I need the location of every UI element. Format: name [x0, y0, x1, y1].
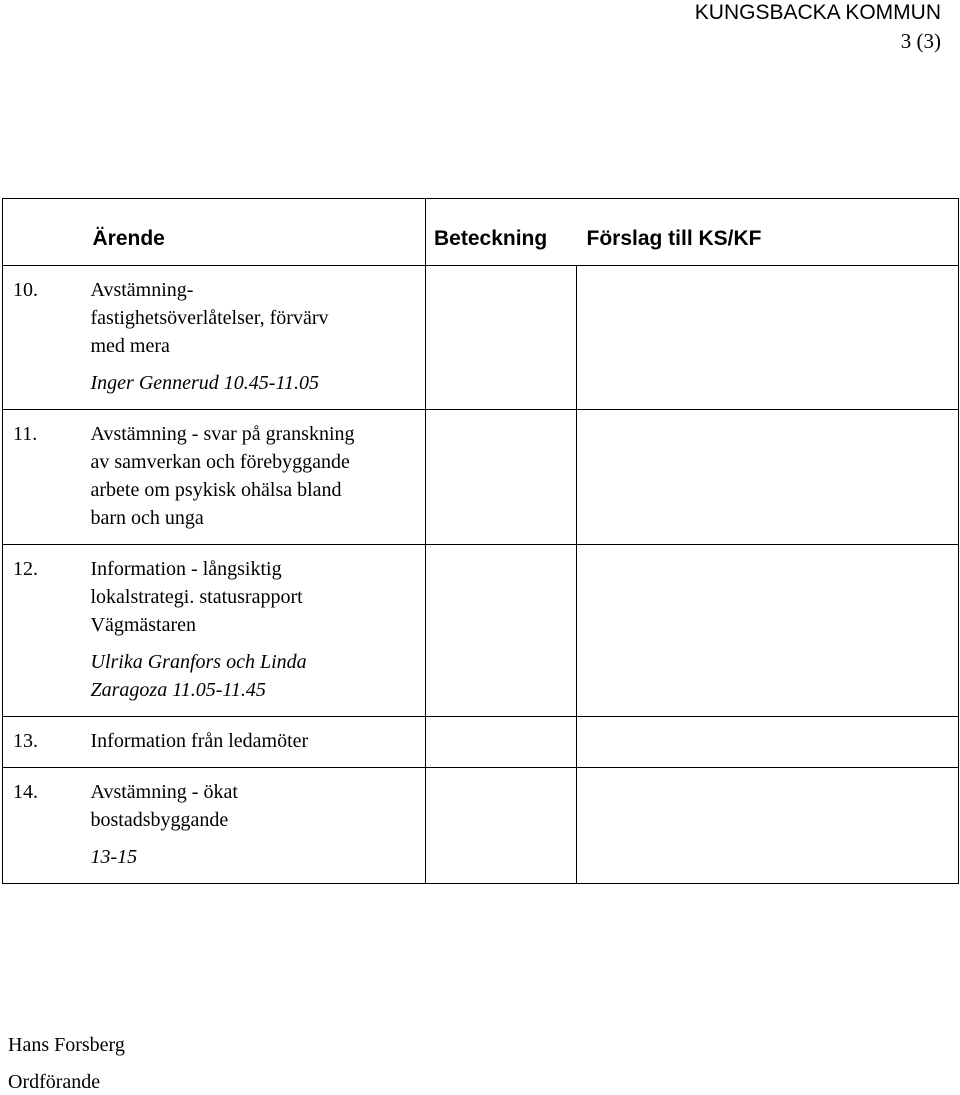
item-beteckning-cell — [426, 717, 577, 768]
item-description-cell — [83, 717, 426, 768]
item-presenter-line: Zaragoza 11.05-11.45 — [90, 679, 266, 701]
item-number: 14. — [3, 768, 83, 884]
table-row — [3, 410, 959, 545]
item-description-line: Information från ledamöter — [90, 730, 309, 752]
item-presenter — [91, 648, 426, 704]
table-row — [3, 266, 959, 410]
item-presenter — [91, 843, 426, 871]
item-description-cell — [83, 545, 426, 717]
table-header-row — [3, 199, 959, 266]
item-forslag-cell — [577, 266, 959, 410]
item-number: 12. — [3, 545, 83, 717]
signature-name: Hans Forsberg — [8, 1034, 125, 1056]
item-description-line: Avstämning- — [90, 279, 194, 301]
item-beteckning-cell — [426, 266, 577, 410]
item-beteckning-cell — [426, 545, 577, 717]
table-row — [3, 768, 959, 884]
item-description-line: Avstämning - svar på granskning — [90, 423, 355, 445]
item-presenter-line: Ulrika Granfors och Linda — [90, 651, 307, 673]
item-presenter-line: Inger Gennerud 10.45-11.05 — [90, 372, 319, 394]
item-presenter-line: 13-15 — [90, 846, 138, 868]
organization-name: KUNGSBACKA KOMMUN — [694, 1, 941, 24]
item-description-line: med mera — [90, 335, 170, 357]
item-beteckning-cell — [426, 768, 577, 884]
item-description-line: Avstämning - ökat — [90, 781, 238, 803]
signature-role: Ordförande — [8, 1071, 101, 1093]
header-arende: Ärende — [83, 199, 426, 266]
item-presenter — [91, 369, 426, 397]
table-row — [3, 717, 959, 768]
item-description-cell — [83, 768, 426, 884]
item-number: 11. — [3, 410, 83, 545]
item-number: 13. — [3, 717, 83, 768]
item-description-line: bostadsbyggande — [90, 809, 229, 831]
agenda-table — [2, 198, 959, 884]
item-description-line: fastighetsöverlåtelser, förvärv — [90, 307, 329, 329]
header-beteckning: Beteckning — [426, 199, 577, 266]
item-description-line: Information - långsiktig — [90, 558, 282, 580]
table-row — [3, 545, 959, 717]
item-description-line: av samverkan och förebyggande — [90, 451, 350, 473]
item-description-line: Vägmästaren — [90, 614, 197, 636]
item-forslag-cell — [577, 717, 959, 768]
header-number-cell — [3, 199, 83, 266]
item-description-cell — [83, 266, 426, 410]
item-forslag-cell — [577, 768, 959, 884]
item-description-line: arbete om psykisk ohälsa bland — [90, 479, 342, 501]
header-forslag: Förslag till KS/KF — [577, 199, 959, 266]
item-description-cell — [83, 410, 426, 545]
page-number: 3 (3) — [900, 29, 941, 53]
item-forslag-cell — [577, 410, 959, 545]
item-number: 10. — [3, 266, 83, 410]
item-forslag-cell — [577, 545, 959, 717]
item-description-line: barn och unga — [90, 507, 204, 529]
item-description-line: lokalstrategi. statusrapport — [90, 586, 303, 608]
item-beteckning-cell — [426, 410, 577, 545]
